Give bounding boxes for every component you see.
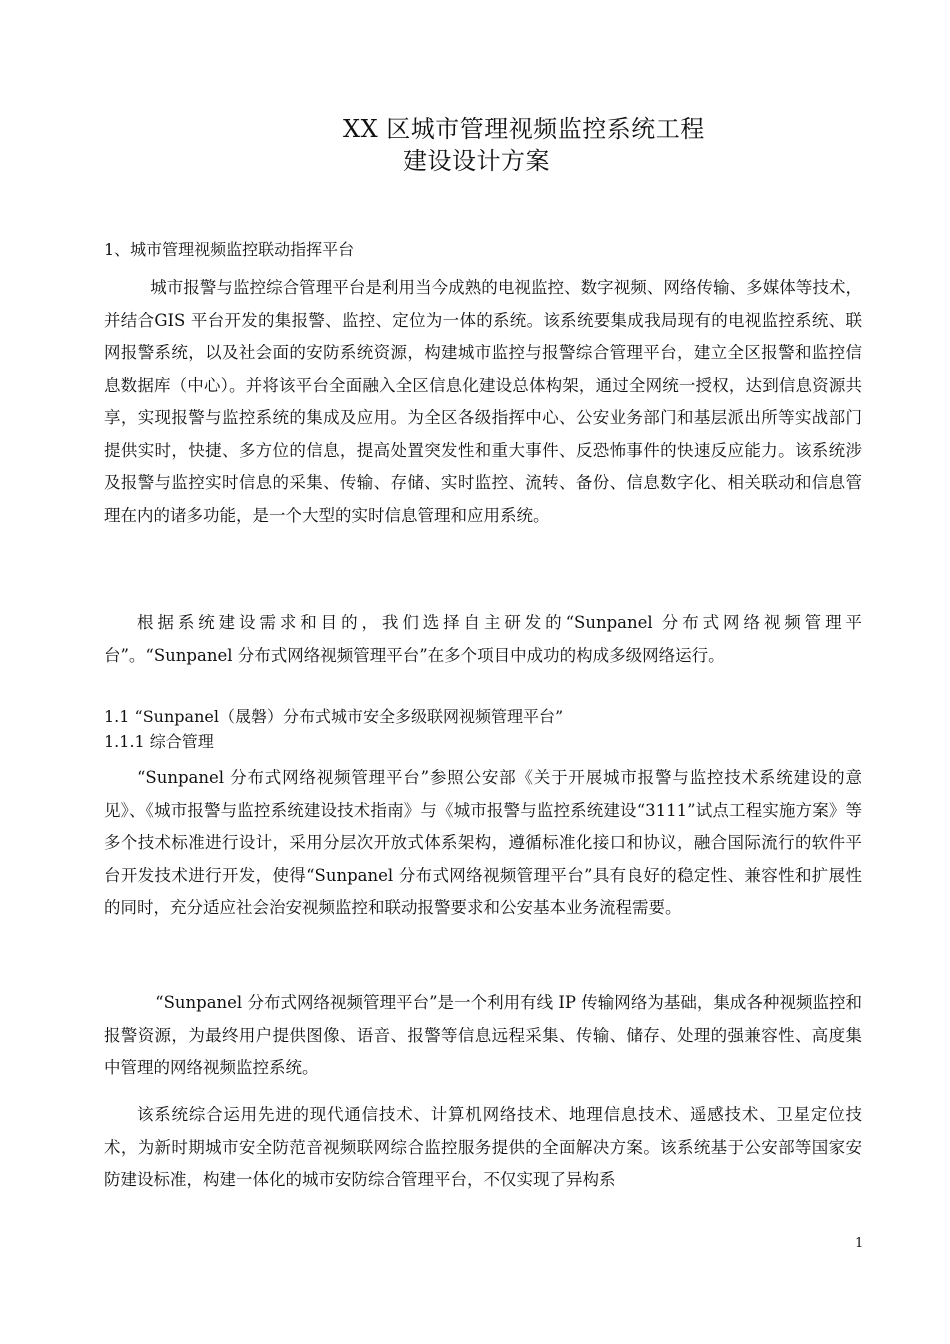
section-1-1-heading: 1.1 “Sunpanel（晟磐）分布式城市安全多级联网视频管理平台” (104, 707, 564, 726)
document-title-line1: XX 区城市管理视频监控系统工程 (343, 115, 705, 143)
section-1-1-1-paragraph-1: “Sunpanel 分布式网络视频管理平台”参照公安部《关于开展城市报警与监控技术系统建设的意见》、《城市报警与监控系统建设技术指南》与《城市报警与监控系统建设“3111”试点工程实施方案》等多个技术标准进行设计，采用分层次开放式体系架构，遵循标准化接口和协议，融合国际流行的软件平台开发技术进行开发，使得“Sunpanel 分布式网络视频管理平台”具有良好的稳定性、兼容性和扩展性的同时，充分适应社会治安视频监控和联动报警要求和公安基本业务流程需要。 (104, 768, 862, 917)
page-number: 1 (855, 1236, 864, 1251)
document-title-line2: 建设设计方案 (403, 147, 550, 175)
section-1-paragraph-2: 根据系统建设需求和目的，我们选择自主研发的“Sunpanel 分布式网络视频管理平台”。“Sunpanel 分布式网络视频管理平台”在多个项目中成功的构成多级网络运行。 (104, 613, 862, 665)
section-1-paragraph-1: 城市报警与监控综合管理平台是利用当今成熟的电视监控、数字视频、网络传输、多媒体等技术，并结合GIS 平台开发的集报警、监控、定位为一体的系统。该系统要集成我局现有的电视监控系统、联网报警系统，以及社会面的安防系统资源，构建城市监控与报警综合管理平台，建立全区报警和监控信息数据库（中心）。并将该平台全面融入全区信息化建设总体构架，通过全网统一授权，达到信息资源共享，实现报警与监控系统的集成及应用。为全区各级指挥中心、公安业务部门和基层派出所等实战部门提供实时，快捷、多方位的信息，提高处置突发性和重大事件、反恐怖事件的快速反应能力。该系统涉及报警与监控实时信息的采集、传输、存储、实时监控、流转、备份、信息数字化、相关联动和信息管理在内的诸多功能，是一个大型的实时信息管理和应用系统。 (104, 278, 862, 525)
section-1-1-1-heading: 1.1.1 综合管理 (104, 732, 214, 751)
section-1-heading: 1、城市管理视频监控联动指挥平台 (104, 240, 355, 259)
section-1-1-1-paragraph-2: “Sunpanel 分布式网络视频管理平台”是一个利用有线 IP 传输网络为基础，集成各种视频监控和报警资源，为最终用户提供图像、语音、报警等信息远程采集、传输、储存、处理的强兼容性、高度集中管理的网络视频监控系统。 (104, 993, 862, 1077)
section-1-1-1-paragraph-3: 该系统综合运用先进的现代通信技术、计算机网络技术、地理信息技术、遥感技术、卫星定位技术，为新时期城市安全防范音视频联网综合监控服务提供的全面解决方案。该系统基于公安部等国家安防建设标准，构建一体化的城市安防综合管理平台，不仅实现了异构系 (104, 1105, 862, 1189)
